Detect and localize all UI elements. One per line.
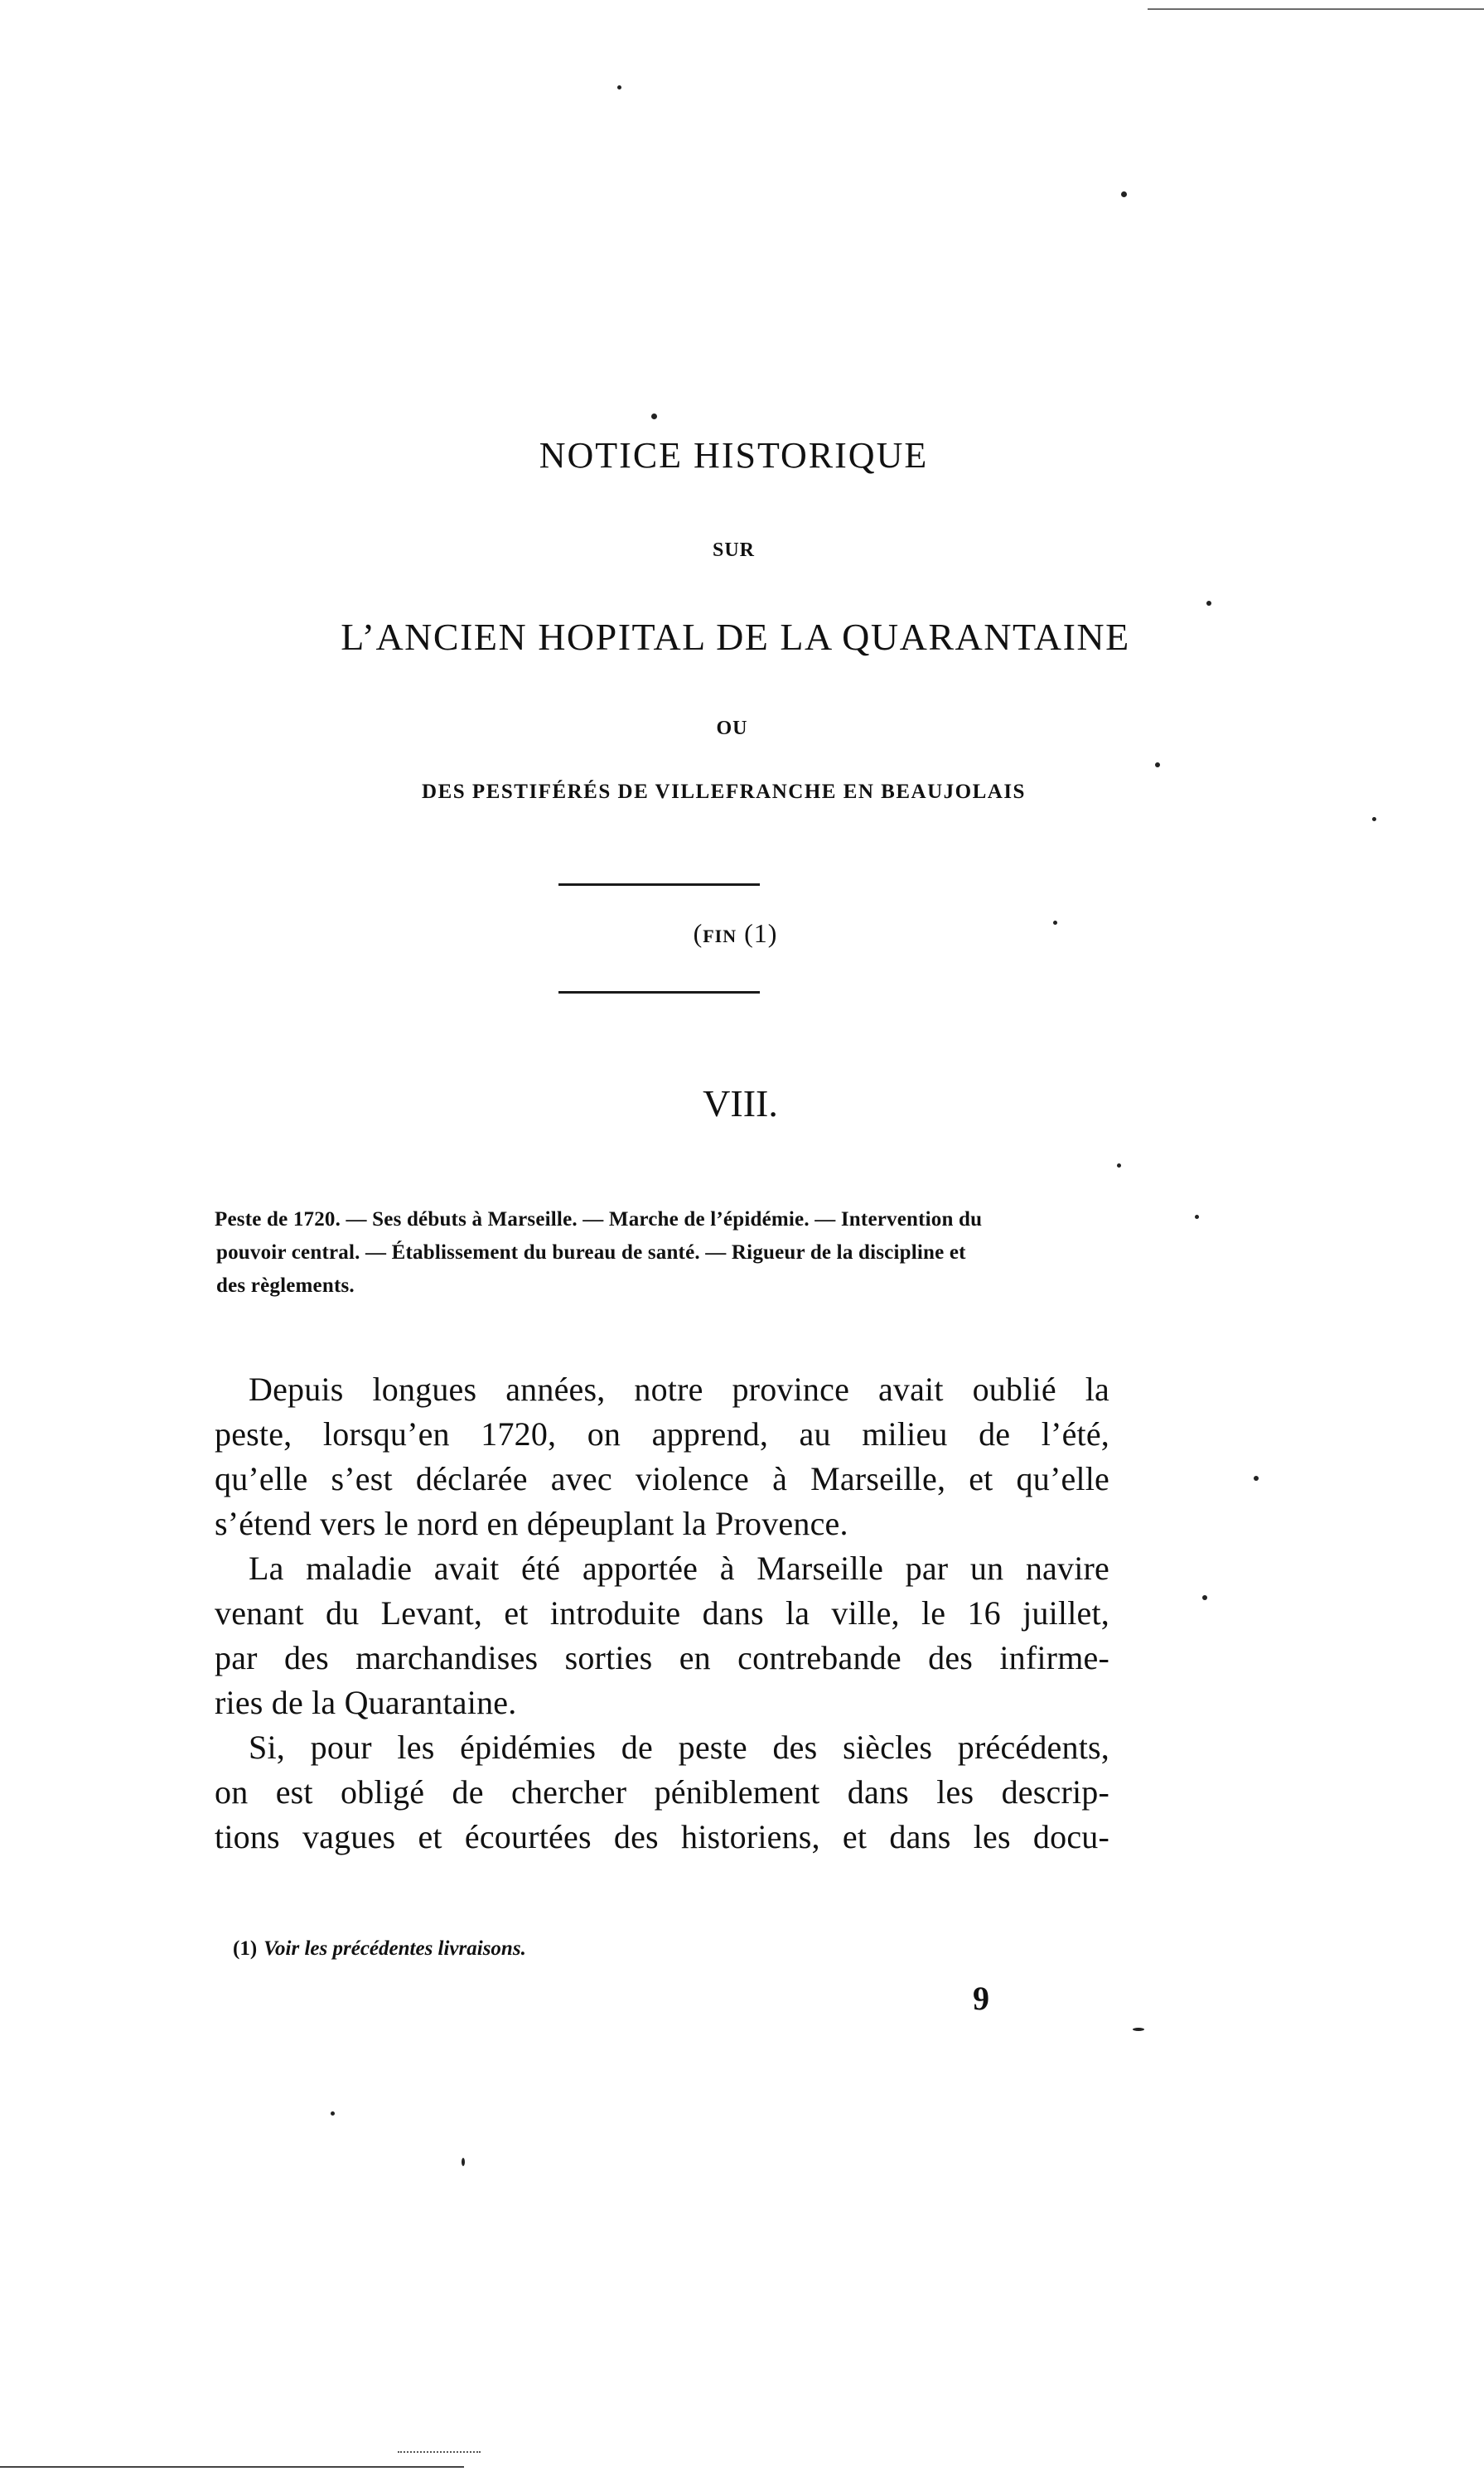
body-line: on est obligé de chercher péniblement dans les descrip- [215,1773,1109,1811]
scan-speck [1195,1215,1199,1219]
scan-edge-bottom-dots [398,2451,481,2453]
scan-speck [617,85,621,89]
scan-speck [1133,2028,1144,2031]
chapter-number: VIII. [703,1082,778,1124]
body-line: ries de la Quarantaine. [215,1684,517,1721]
chapter-summary [215,1203,1118,1303]
body-line: par des marchandises sorties en contrebande des infirme- [215,1639,1109,1676]
scan-edge-top [1148,8,1484,10]
scan-speck [1155,762,1160,767]
footnote [233,1937,526,1961]
scan-speck [651,414,657,419]
footnote-reference: (1) [744,918,778,948]
body-line: tions vagues et écourtées des historiens, et dans les docu- [215,1818,1109,1855]
body-line: Depuis longues années, notre province avait oublié la [249,1371,1109,1408]
scan-speck [1206,601,1211,606]
scan-speck [331,2111,335,2116]
body-line: peste, lorsqu’en 1720, on apprend, au milieu de l’été, [215,1415,1109,1453]
body-line: La maladie avait été apportée à Marseille par un navire [249,1550,1109,1587]
page-number: 9 [973,1980,989,2017]
summary-line: Peste de 1720. — Ses débuts à Marseille. — Marche de l’épidémie. — Intervention du [215,1208,983,1231]
scan-speck [1254,1476,1259,1481]
body-line: venant du Levant, et introduite dans la ville, le 16 juillet, [215,1594,1109,1632]
body-text [215,1367,1109,1860]
summary-line: des règlements. [216,1274,355,1297]
body-line: s’étend vers le nord en dépeuplant la Provence. [215,1505,848,1542]
document-title: NOTICE HISTORIQUE [539,435,929,476]
scan-speck [1121,191,1127,197]
scan-edge-bottom [0,2466,464,2468]
continuation-prefix: ( [693,918,703,948]
title-connector-sur: SUR [712,539,755,561]
summary-line: pouvoir central. — Établissement du bureau de santé. — Rigueur de la discipline et [216,1241,966,1264]
continuation-word: FIN [703,926,737,946]
document-subtitle: L’ANCIEN HOPITAL DE LA QUARANTAINE [341,616,1130,658]
title-connector-ou: OU [716,718,748,739]
scan-speck [1117,1163,1121,1168]
section-rule-bottom [558,991,760,994]
footnote-marker: (1) [233,1937,258,1960]
body-line: qu’elle s’est déclarée avec violence à Marseille, et qu’elle [215,1460,1109,1497]
footnote-text: Voir les précédentes livraisons. [263,1937,526,1960]
scan-speck [1202,1595,1207,1600]
continuation-label [0,918,1477,949]
section-rule-top [558,883,760,886]
document-subtitle-secondary: DES PESTIFÉRÉS DE VILLEFRANCHE EN BEAUJOLAIS [422,781,1026,803]
body-line: Si, pour les épidémies de peste des siècles précédents, [249,1729,1109,1766]
scan-speck [462,2158,465,2166]
scan-speck [1372,817,1376,821]
